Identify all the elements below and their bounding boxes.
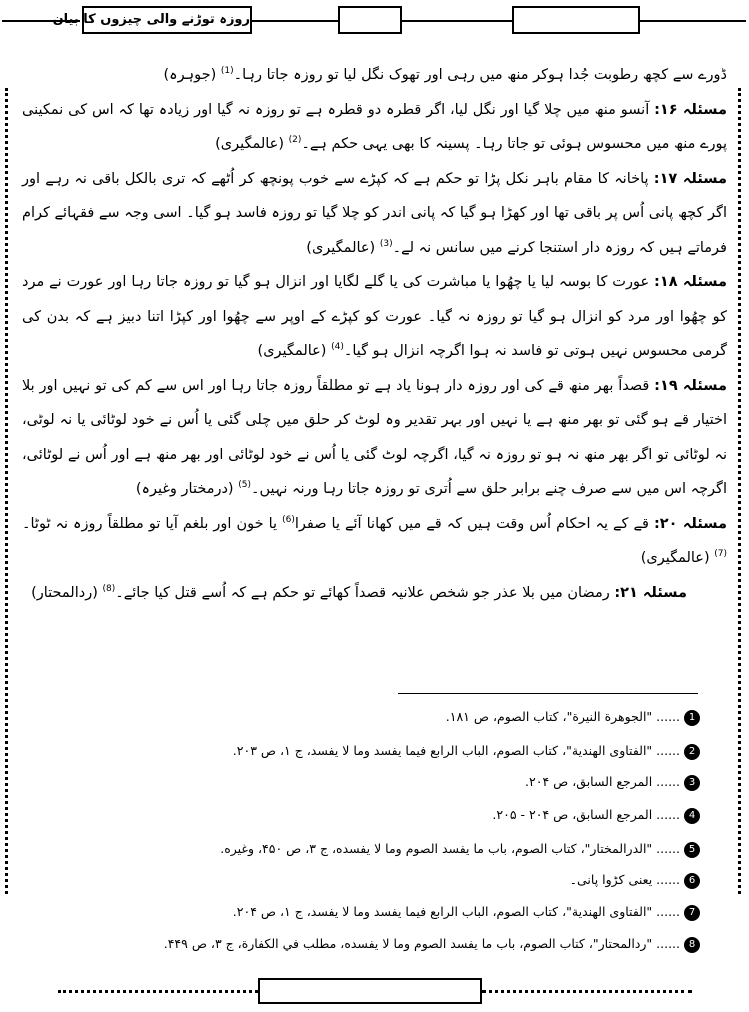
footnote: 1...... "الجوهرة النيرة"، كتاب الصوم، ص ۱۸۱. [100,708,700,726]
right-border [738,88,741,894]
masala-label: مسئلہ ۱۷: [653,170,727,187]
main-text [22,58,727,610]
left-border [5,88,8,894]
masala-label: مسئلہ ۱۸: [654,274,728,290]
footnote-number-badge: 8 [684,937,700,953]
footnote-number-badge: 3 [684,775,700,791]
footnote: 4...... المرجع السابق، ص ۲۰۴ - ۲۰۵. [100,806,700,824]
footnote: 5...... "الدرالمختار"، كتاب الصوم، باب ما يفسد الصوم وما لا يفسده، ج ۳، ص ۴۵۰، وغيره. [100,840,700,858]
masala-label: مسئلہ ۱۹: [654,377,727,394]
masala-17: مسئلہ ۱۷: پاخانہ کا مقام باہر نکل پڑا تو حکم ہے کہ کپڑے سے خوب پونچھ کر اُٹھے کہ تری بالکل باقی نہ رہے اور اگر کچھ پانی اُس پر باقی تھا اور کھڑا ہو گیا کہ پانی اندر کو چلا گیا تو روزہ فاسد ہو گیا۔ اسی وجہ سے فقہائے کرام فرماتے ہیں کہ روزہ دار استنجا کرنے میں سانس نہ لے۔$^{(3)}$ (عالمگیری) [22,170,727,256]
footnote: 7...... "الفتاوى الهندية"، كتاب الصوم، الباب الرابع فيما يفسد وما لا يفسد، ج ۱، ص ۲۰۴. [100,903,700,921]
masala-label: مسئلہ ۱۶: [654,101,727,118]
footnote-number-badge: 4 [684,808,700,824]
header-book-title-box [512,6,640,34]
masala-21: مسئلہ ۲۱: رمضان میں بلا عذر جو شخص علانیہ قصداً کھائے تو حکم ہے کہ اُسے قتل کیا جائے۔$^{(8)}$ (ردالمحتار) [31,583,687,601]
masala-16: مسئلہ ۱۶: آنسو منھ میں چلا گیا اور نگل لیا، اگر قطرہ دو قطرہ ہے تو روزہ نہ گیا اور زیادہ تھا کہ اس کی نمکینی پورے منھ میں محسوس ہوئی تو جاتا رہا۔ پسینہ کا بھی یہی حکم ہے۔$^{(2)}$ (عالمگیری) [22,101,727,152]
masala-19: مسئلہ ۱۹: قصداً بھر منھ قے کی اور روزہ دار ہونا یاد ہے تو مطلقاً روزہ جاتا رہا اور اس سے کم کی تو نہیں اور بلا اختیار قے ہو گئی تو بھر منھ ہے یا نہیں اور بہر تقدیر وہ لوٹ کر حلق میں چلی گئی یا اُس نے خود لوٹائی یا نہ لوٹی، نہ لوٹائی تو اگر بھر منھ نہ ہو تو روزہ نہ گیا، اگرچہ لوٹ گئی یا اُس نے خود لوٹائی اور بھر منھ ہے اور اُس نے لوٹائی، اگرچہ اس میں سے صرف چنے برابر حلق سے اُتری تو روزہ جاتا رہا ورنہ نہیں۔$^{(5)}$ (درمختار وغیرہ) [22,377,727,497]
footnote: 3...... المرجع السابق، ص ۲۰۴. [100,773,700,791]
page-header [0,4,749,38]
page-footer [0,974,749,1008]
footnote-number-badge: 6 [684,873,700,889]
footer-rule-left [58,990,258,993]
masala-20: مسئلہ ۲۰: قے کے یہ احکام اُس وقت ہیں کہ قے میں کھانا آئے یا صفرا$^{(6)}$ یا خون اور بلغم آیا تو مطلقاً روزہ نہ ٹوٹا۔$^{(7)}$ (عالمگیری) [22,514,728,566]
footnote: 8...... "ردالمحتار"، كتاب الصوم، باب ما يفسد الصوم وما لا يفسده، مطلب في الكفارة، ج ۳، ص ۴۴۹. [100,935,700,953]
header-rule-right [402,20,512,22]
masala-label: مسئلہ ۲۱: [614,584,687,601]
footnote: 2...... "الفتاوى الهندية"، كتاب الصوم، الباب الرابع فيما يفسد وما لا يفسد، ج ۱، ص ۲۰۳. [100,742,700,760]
footer-rule-right [482,990,692,993]
footnote-number-badge: 7 [684,905,700,921]
paragraph: ڈورے سے کچھ رطوبت جُدا ہوکر منھ میں رہی اور تھوک نگل لیا تو روزہ جاتا رہا۔$^{(1)}$ (جوہرہ) [163,66,727,83]
footnote: 6...... یعنی کڑوا پانی۔ [100,871,700,889]
footer-box [258,978,482,1004]
footnote-number-badge: 5 [684,842,700,858]
header-title: روزہ توڑنے والی چیزوں کا بیان [82,6,252,34]
header-page-number-box [338,6,402,34]
header-rule-far-right [640,20,746,22]
footnote-number-badge: 2 [684,744,700,760]
masala-label: مسئلہ ۲۰: [653,515,728,532]
footnote-number-badge: 1 [684,710,700,726]
footnote-separator [398,693,698,694]
masala-18: مسئلہ ۱۸: عورت کا بوسہ لیا یا چھُوا یا مباشرت کی یا گلے لگایا اور انزال ہو گیا تو روزہ جاتا رہا اور عورت نے مرد کو چھُوا اور مرد کو انزال ہو گیا تو روزہ نہ گیا۔ عورت کو کپڑے کے اوپر سے چھُوا اور کپڑا اتنا دبیز ہے کہ بدن کی گرمی محسوس نہیں ہوتی تو فاسد نہ ہوا اگرچہ انزال ہو گیا۔$^{(4)}$ (عالمگیری) [22,274,728,359]
header-rule-middle [252,20,338,22]
